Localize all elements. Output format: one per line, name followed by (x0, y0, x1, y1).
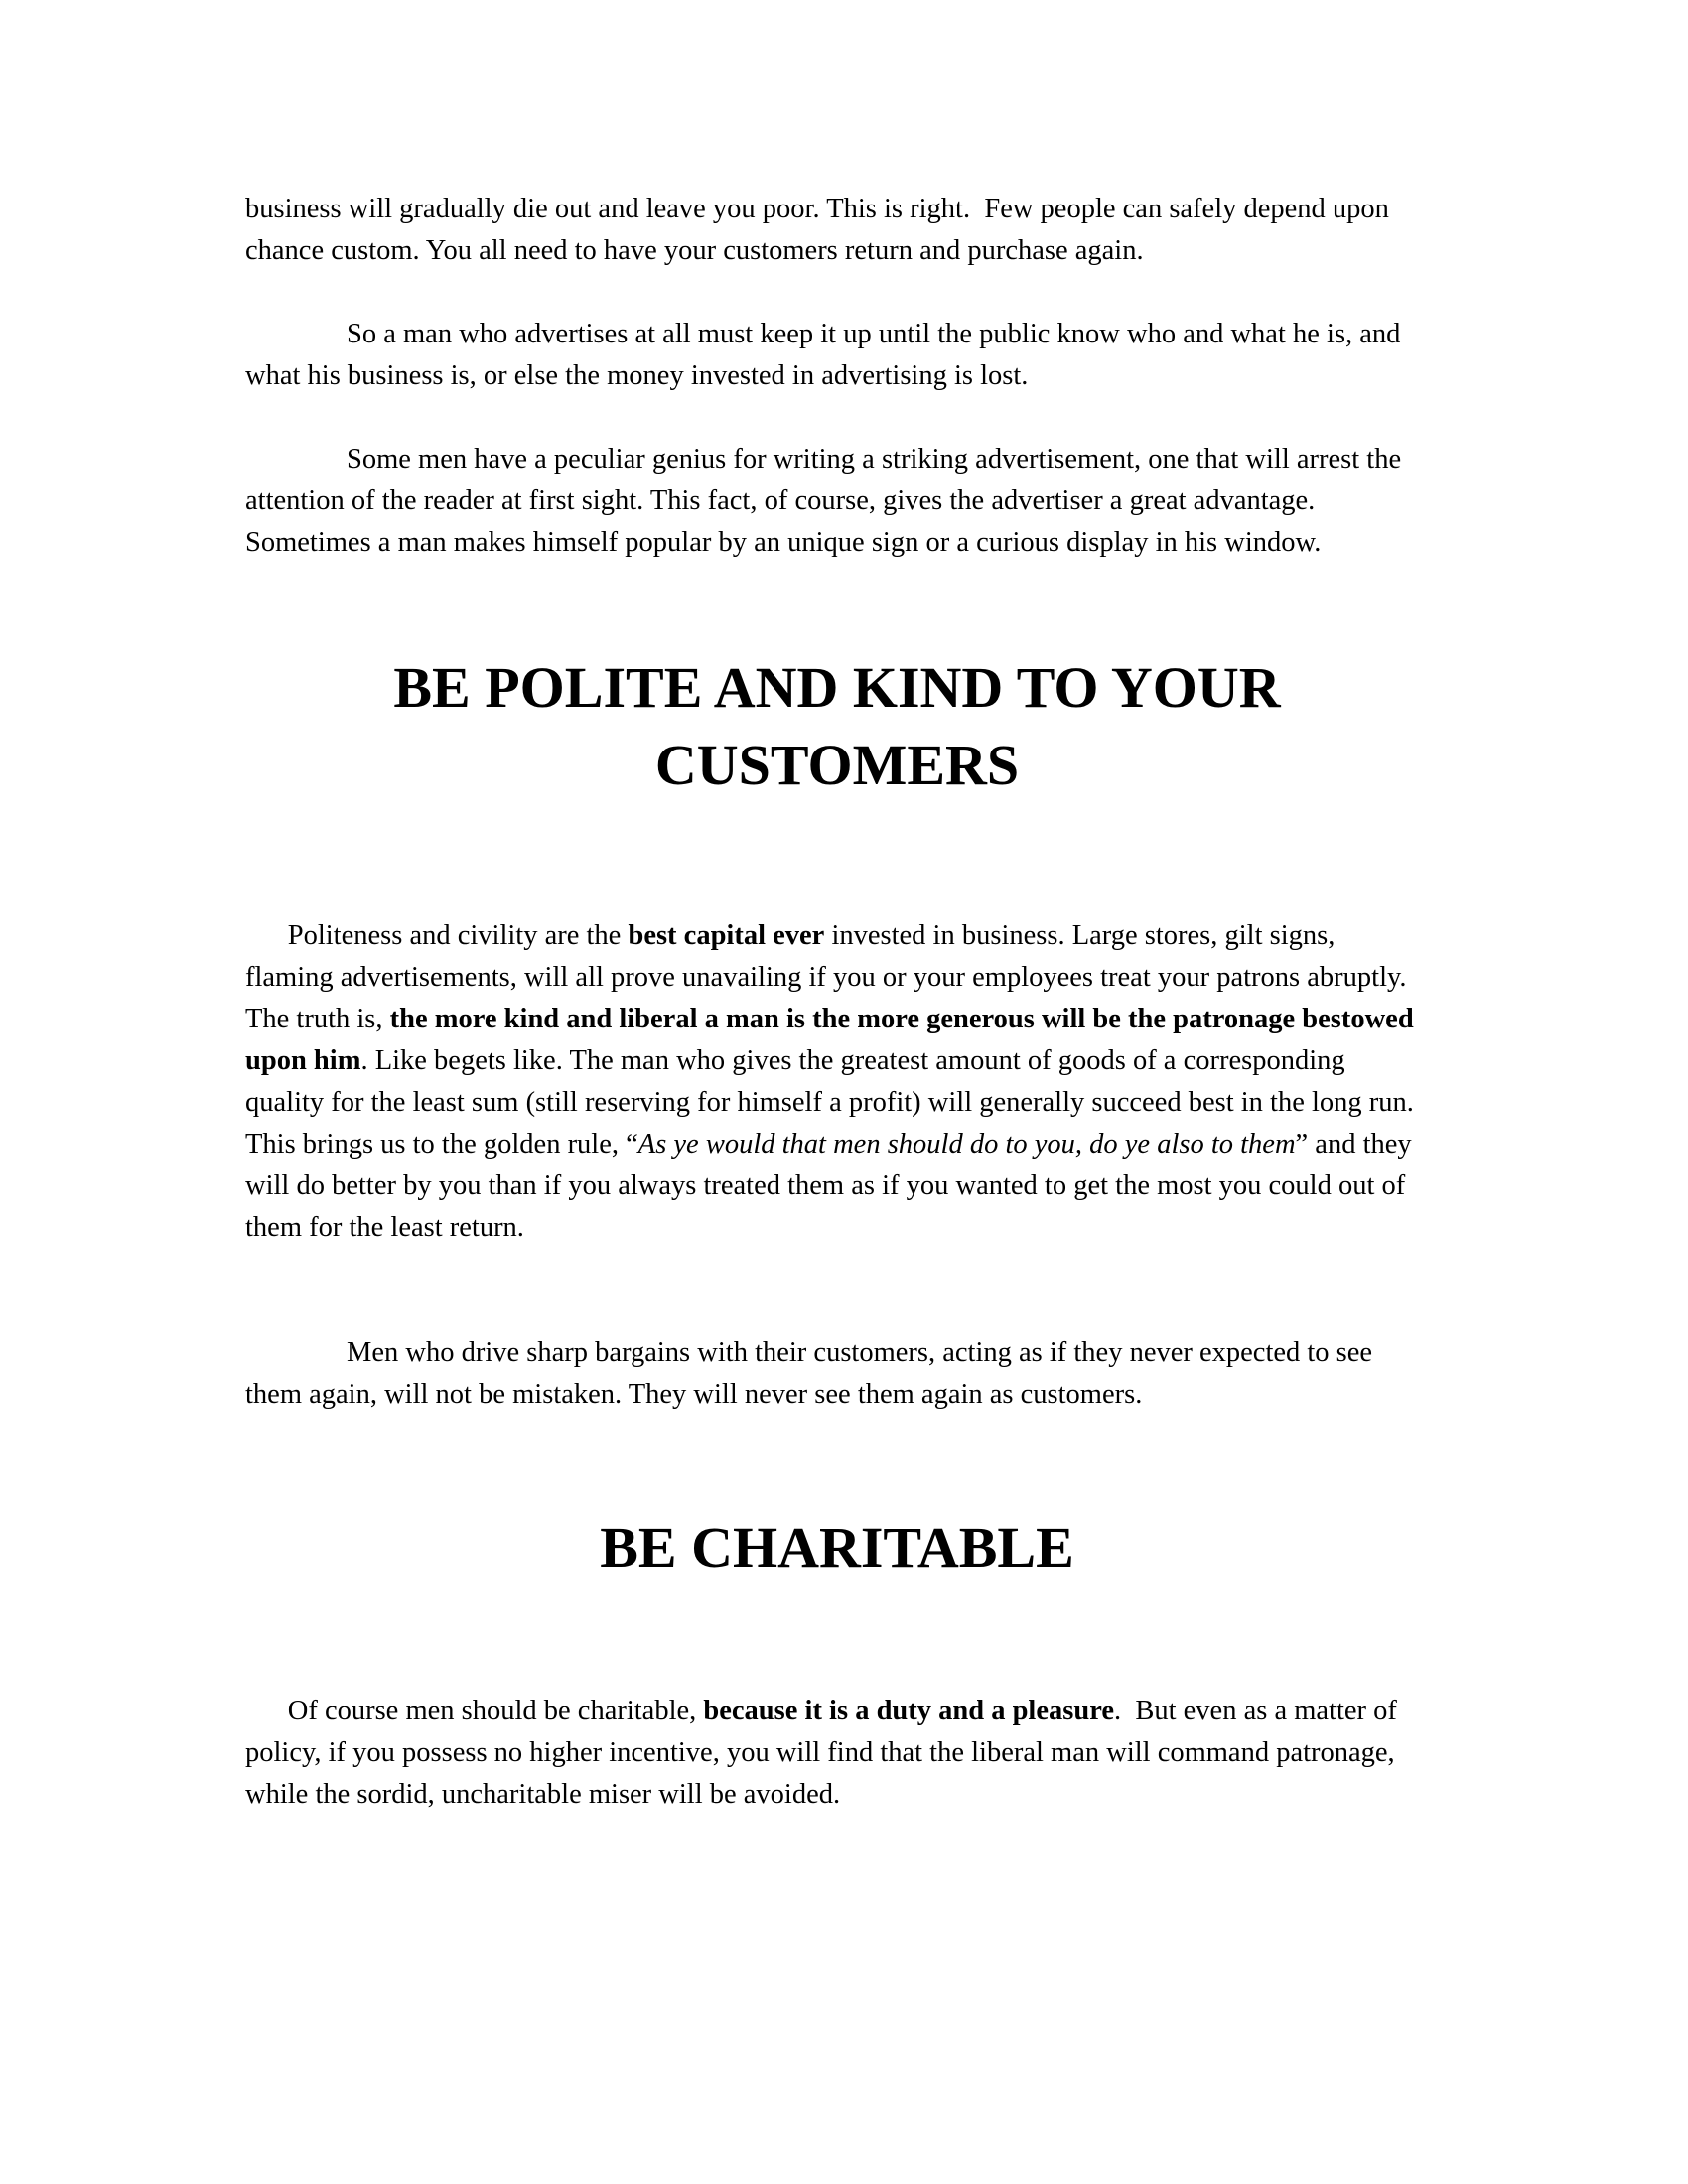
text-run-bold: the more kind and liberal a man is the more generous will be the patronage bestowed upon him (245, 1004, 1421, 1076)
paragraph-politeness-civility (245, 874, 1429, 1291)
text-run: Politeness and civility are the (287, 920, 629, 951)
text-run: Of course men should be charitable, (287, 1696, 704, 1726)
text-run: . But even as a matter of policy, if you possess no higher incentive, you will find that the liberal man will command patronage, while the sordid, uncharitable miser will be avoided. (245, 1696, 1405, 1810)
text-run-bold: best capital ever (628, 920, 825, 951)
text-run: ” and they will do better by you than if you always treated them as if you wanted to get the most you could out of them for the least return. (245, 1129, 1419, 1243)
paragraph-charitable-duty (245, 1649, 1429, 1857)
section-heading-be-polite: BE POLITE AND KIND TO YOUR CUSTOMERS (393, 655, 1281, 797)
text-run: invested in business. Large stores, gilt signs, flaming advertisements, will all prove unavailing if you or your employees treat your patrons abruptly. The truth is, (245, 920, 1414, 1034)
paragraph-striking-advertisement: Some men have a peculiar genius for writing a striking advertisement, one that will arrest the attention of the reader at first sight. This fact, of course, gives the advertiser a great advantage. Sometimes a man makes himself popular by an unique sign or a curious display in his window. (245, 444, 1409, 558)
text-run-bold: because it is a duty and a pleasure (703, 1696, 1114, 1726)
text-run: . Like begets like. The man who gives the greatest amount of goods of a corresponding quality for the least sum (still reserving for himself a profit) will generally succeed best in the long run. This brings us to the golden rule, “ (245, 1045, 1421, 1160)
paragraph-chance-custom: business will gradually die out and leave you poor. This is right. Few people can safely depend upon chance custom. You all need to have your customers return and purchase again. (245, 194, 1397, 266)
paragraph-keep-advertising: So a man who advertises at all must keep it up until the public know who and what he is, and what his business is, or else the money invested in advertising is lost. (245, 319, 1408, 391)
text-run-italic: As ye would that men should do to you, do ye also to them (637, 1129, 1296, 1160)
section-heading-be-charitable: BE CHARITABLE (600, 1515, 1074, 1579)
text-column (245, 0, 1429, 1857)
paragraph-sharp-bargains: Men who drive sharp bargains with their customers, acting as if they never expected to see them again, will not be mistaken. They will never see them again as customers. (245, 1337, 1380, 1410)
